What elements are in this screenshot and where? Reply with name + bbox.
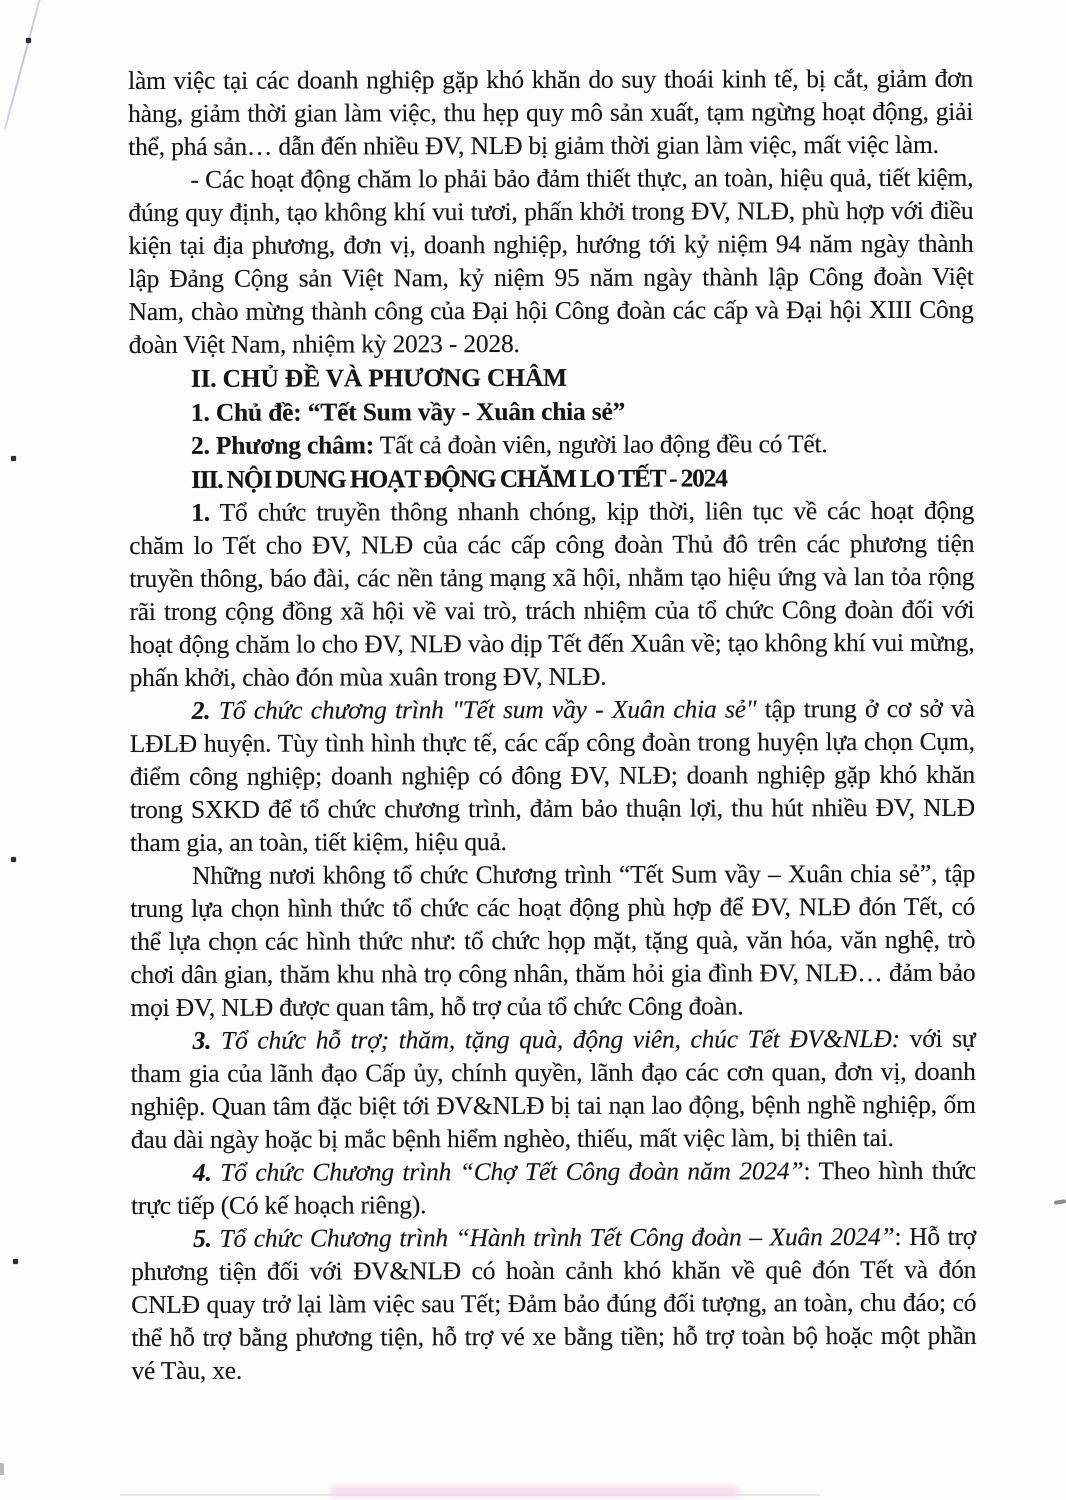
text-segment: : Theo hình thức trực tiếp (Có kế hoạch riêng). xyxy=(130,1155,976,1220)
paragraph-phuong-cham xyxy=(129,427,974,462)
scan-scratch-line xyxy=(4,0,41,129)
text-segment: 4. xyxy=(192,1157,212,1187)
text-segment: Tổ chức Chương trình “Hành trình Tết Công đoàn – Xuân 2024” xyxy=(211,1221,895,1253)
scan-speck xyxy=(13,1259,18,1264)
heading-chu-de xyxy=(129,394,974,429)
text-segment: : Hỗ trợ phương tiện đối với ĐV&NLĐ có hoàn cảnh khó khăn về quê đón Tết và đón CNLĐ quay trở lại làm việc sau Tết; Đảm bảo đúng đối tượng, an toàn, chu đáo; có thể hỗ trợ bằng phương tiện, hỗ trợ vé xe bằng tiền; hỗ trợ toàn bộ hoặc một phần vé Tàu, xe. xyxy=(131,1221,977,1385)
text-segment: làm việc tại các doanh nghiệp gặp khó khăn do suy thoái kinh tế, bị cắt, giảm đơn hàng, giảm thời gian làm việc, thu hẹp quy mô sản xuất, tạm ngừng hoạt động, giải thể, phá sản… dẫn đến nhiều ĐV, NLĐ bị giảm thời gian làm việc, mất việc làm. xyxy=(128,63,974,161)
scan-bottom-line xyxy=(120,1494,820,1496)
scan-pink-smudge xyxy=(330,1486,740,1497)
text-segment: Những nươi không tổ chức Chương trình “Tết Sum vầy – Xuân chia sẻ”, tập trung lựa chọn hình thức tổ chức các hoạt động phù hợp để ĐV, NLĐ đón Tết, có thể lựa chọn các hình thức như: tổ chức họp mặt, tặng quà, văn hóa, văn nghệ, trò chơi dân gian, thăm khu nhà trọ công nhân, thăm hỏi gia đình ĐV, NLĐ… đảm bảo mọi ĐV, NLĐ được quan tâm, hỗ trợ của tổ chức Công đoàn. xyxy=(130,858,976,1022)
paragraph-item-3 xyxy=(131,1022,976,1156)
heading-section-ii xyxy=(129,360,974,395)
paragraph-item-1 xyxy=(129,494,975,694)
text-segment: 3. xyxy=(192,1025,212,1055)
scan-speck xyxy=(11,857,16,862)
text-segment: 2. Phương châm: xyxy=(190,430,375,460)
heading-section-iii xyxy=(129,461,974,496)
text-segment: - Các hoạt động chăm lo phải bảo đảm thiết thực, an toàn, hiệu quả, tiết kiệm, đúng quy định, tạo không khí vui tươi, phấn khởi trong ĐV, NLĐ, phù hợp với điều kiện tại địa phương, đơn vị, doanh nghiệp, hướng tới kỷ niệm 94 năm ngày thành lập Đảng Cộng sản Việt Nam, kỷ niệm 95 năm ngày thành lập Công đoàn Việt Nam, chào mừng thành công của Đại hội Công đoàn các cấp và Đại hội XIII Công đoàn Việt Nam, nhiệm kỳ 2023 - 2028. xyxy=(128,162,974,359)
paragraph-item-5 xyxy=(131,1220,976,1387)
text-segment: Tổ chức chương trình "Tết sum vầy - Xuân chia sẻ" xyxy=(210,694,757,725)
scan-edge-mark xyxy=(0,1463,4,1475)
text-segment: Tất cả đoàn viên, người lao động đều có Tết. xyxy=(373,429,828,460)
text-segment: 5. xyxy=(193,1223,212,1253)
scan-speck xyxy=(26,38,31,43)
scan-edge-mark xyxy=(1054,1199,1066,1205)
text-segment: III. NỘI DUNG HOẠT ĐỘNG CHĂM LO TẾT - 2024 xyxy=(191,463,727,494)
paragraph-nhung-noi xyxy=(130,857,975,1024)
text-segment: II. CHỦ ĐỀ VÀ PHƯƠNG CHÂM xyxy=(190,362,567,393)
text-segment: 2. xyxy=(191,695,211,725)
text-segment: 1. Chủ đề: “Tết Sum vầy - Xuân chia sẻ” xyxy=(190,396,626,427)
text-segment: Tổ chức truyền thông nhanh chóng, kịp thời, liên tục về các hoạt động chăm lo Tết cho ĐV, NLĐ của các cấp công đoàn Thủ đô trên các phương tiện truyền thông, báo đài, các nền tảng mạng xã hội, nhằm tạo hiệu ứng và lan tỏa rộng rãi trong cộng đồng xã hội về vai trò, trách nhiệm của tổ chức Công đoàn đối với hoạt động chăm lo cho ĐV, NLĐ vào dịp Tết đến Xuân về; tạo không khí vui mừng, phấn khởi, chào đón mùa xuân trong ĐV, NLĐ. xyxy=(129,495,975,692)
text-segment: với sự tham gia của lãnh đạo Cấp ủy, chính quyền, lãnh đạo các cơn quan, đơn vị, doanh nghiệp. Quan tâm đặc biệt tới ĐV&NLĐ bị tai nạn lao động, bệnh nghề nghiệp, ốm đau dài ngày hoặc bị mắc bệnh hiểm nghèo, thiếu, mất việc làm, bị thiên tai. xyxy=(130,1023,976,1154)
text-segment: tập trung ở cơ sở và LĐLĐ huyện. Tùy tình hình thực tế, các cấp công đoàn trong huyện lựa chọn Cụm, điểm công nghiệp; doanh nghiệp có đông ĐV, NLĐ; doanh nghiệp gặp khó khăn trong SXKD để tổ chức chương trình, đảm bảo thuận lợi, thu hút nhiều ĐV, NLĐ tham gia, an toàn, tiết kiệm, hiệu quả. xyxy=(129,693,975,857)
scan-speck xyxy=(11,456,16,461)
document-text-block xyxy=(128,62,976,1387)
paragraph-continuation xyxy=(128,62,973,163)
text-segment: Tổ chức Chương trình “Chợ Tết Công đoàn năm 2024” xyxy=(211,1156,804,1187)
text-segment: 1. xyxy=(191,497,210,527)
paragraph-cham-lo xyxy=(128,161,974,361)
paragraph-item-4 xyxy=(131,1154,976,1222)
text-segment: Tổ chức hỗ trợ; thăm, tặng quà, động viên, chúc Tết ĐV&NLĐ: xyxy=(211,1023,900,1055)
paragraph-item-2 xyxy=(130,692,975,859)
